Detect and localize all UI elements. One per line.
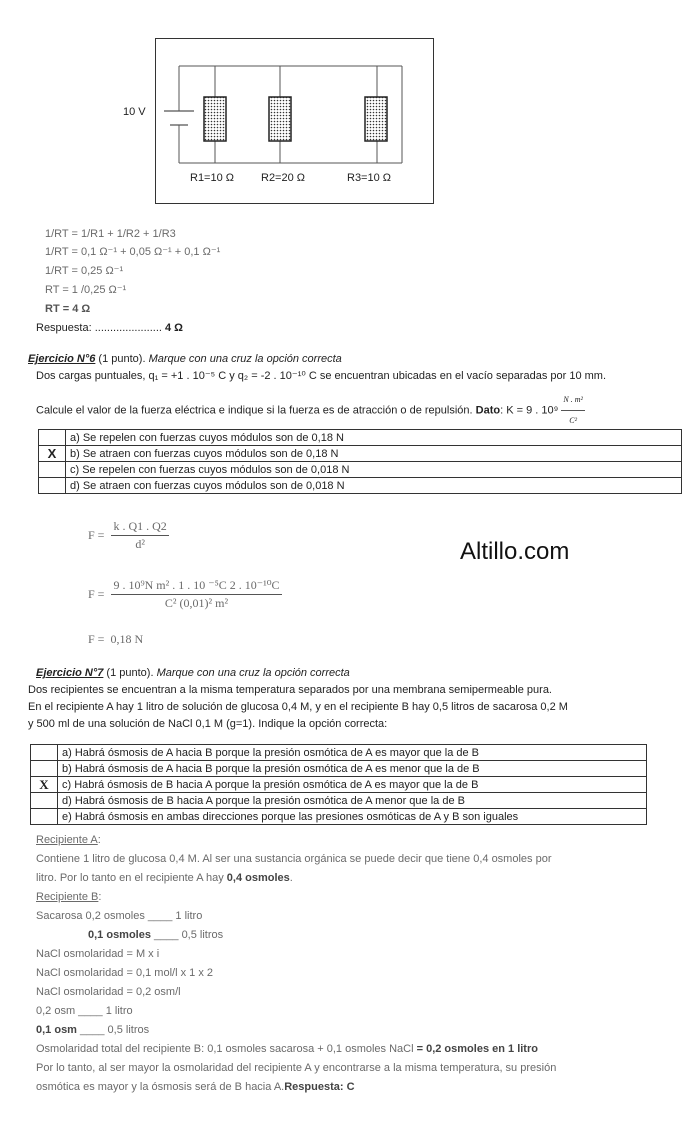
ex7-statement-2: En el recipiente A hay 1 litro de solución de glucosa 0,4 M, y en el recipiente B hay 0,5 litros de sacarosa 0,2 M <box>28 701 568 713</box>
recipiente-b-heading <box>36 889 101 905</box>
ex6-heading <box>28 351 342 367</box>
table-row[interactable] <box>31 809 647 825</box>
option-mark[interactable]: X <box>39 446 66 462</box>
option-mark[interactable]: X <box>31 777 58 793</box>
ex6-statement-2 <box>36 391 585 430</box>
recipiente-a-dot: . <box>289 872 293 884</box>
option-text: c) Se repelen con fuerzas cuyos módulos son de 0,018 N <box>66 462 682 478</box>
formula-2 <box>88 578 282 611</box>
recipiente-b-line-3: NaCl osmolaridad = M x i <box>36 948 160 960</box>
formula-2-den: C² (0,01)² m² <box>164 596 229 610</box>
ex6-options-table <box>38 429 682 494</box>
ex5-result: RT = 4 Ω <box>45 303 91 315</box>
table-row[interactable] <box>31 793 647 809</box>
option-text: b) Habrá ósmosis de A hacia B porque la presión osmótica de A es menor que la de B <box>58 761 647 777</box>
ex5-line-3: 1/RT = 0,25 Ω⁻¹ <box>45 265 124 277</box>
formula-3: F = 0,18 N <box>88 632 144 646</box>
ex6-dato-den: C² <box>569 416 578 425</box>
resistor-r2 <box>269 97 291 141</box>
recipiente-b-line-5: NaCl osmolaridad = 0,2 osm/l <box>36 986 181 998</box>
recipiente-b-colon: : <box>98 891 102 903</box>
ex6-dato-fraction <box>561 391 585 430</box>
formula-1-den: d² <box>135 537 145 551</box>
formula-1-fraction <box>111 519 168 552</box>
table-row[interactable] <box>31 745 647 761</box>
formula-1-lhs: F = <box>88 528 105 542</box>
ex7-points: (1 punto). <box>103 667 157 679</box>
option-mark[interactable] <box>39 478 66 494</box>
ex6-dato-value: : K = 9 . 10⁹ <box>500 404 559 417</box>
recipiente-b-line-7 <box>36 1022 149 1038</box>
formula-1-num: k . Q1 . Q2 <box>111 519 168 536</box>
recipiente-a-title: Recipiente A <box>36 834 98 846</box>
ex6-title: Ejercicio N°6 <box>28 353 96 365</box>
ex6-statement-1: Dos cargas puntuales, q₁ = +1 . 10⁻⁵ C y q₂ = -2 . 10⁻¹⁰ C se encuentran ubicadas en el vacío separadas por 10 mm. <box>36 370 607 382</box>
option-mark[interactable] <box>31 745 58 761</box>
ex5-answer <box>36 320 183 336</box>
ex6-dato-num: N . m² <box>561 391 585 411</box>
r2-label: R2=20 Ω <box>261 172 305 184</box>
ex5-answer-value: 4 Ω <box>165 322 183 334</box>
recipiente-b-line-2 <box>88 927 223 943</box>
formula-2-fraction <box>111 578 281 611</box>
ex6-dato-label: Dato <box>475 404 501 417</box>
recipiente-a-line-2-text: litro. Por lo tanto en el recipiente A hay <box>36 872 227 884</box>
ex5-answer-label: Respuesta: ...................... <box>36 322 162 334</box>
ex7-statement-3: y 500 ml de una solución de NaCl 0,1 M (g=1). Indique la opción correcta: <box>28 718 388 730</box>
option-text: c) Habrá ósmosis de B hacia A porque la presión osmótica de A es mayor que la de B <box>58 777 647 793</box>
recipiente-b-line-7-text: ____ 0,5 litros <box>76 1024 150 1036</box>
option-mark[interactable] <box>31 809 58 825</box>
formula-1 <box>88 519 169 552</box>
recipiente-a-line-1: Contiene 1 litro de glucosa 0,4 M. Al ser una sustancia orgánica se puede decir que tiene 0,4 osmoles por <box>36 853 552 865</box>
recipiente-a-colon: : <box>97 834 101 846</box>
recipiente-a-heading <box>36 832 101 848</box>
resistor-r3 <box>365 97 387 141</box>
option-mark[interactable] <box>39 430 66 446</box>
ex5-line-2: 1/RT = 0,1 Ω⁻¹ + 0,05 Ω⁻¹ + 0,1 Ω⁻¹ <box>45 246 221 258</box>
ex6-instruction: Marque con una cruz la opción correcta <box>148 353 342 365</box>
ex7-title: Ejercicio N°7 <box>36 667 104 679</box>
recipiente-b-line-4: NaCl osmolaridad = 0,1 mol/l x 1 x 2 <box>36 967 213 979</box>
ex5-line-4: RT = 1 /0,25 Ω⁻¹ <box>45 284 127 296</box>
conclusion-line-2-text: osmótica es mayor y la ósmosis será de B hacia A. <box>36 1081 285 1093</box>
osmolaridad-total-text: Osmolaridad total del recipiente B: 0,1 osmoles sacarosa + 0,1 osmoles NaCl <box>36 1043 417 1055</box>
option-text: d) Se atraen con fuerzas cuyos módulos son de 0,018 N <box>66 478 682 494</box>
voltage-label: 10 V <box>123 106 146 118</box>
osmolaridad-total-bold: = 0,2 osmoles en 1 litro <box>416 1043 538 1055</box>
recipiente-b-line-7-bold: 0,1 osm <box>36 1024 77 1036</box>
watermark: Altillo.com <box>460 538 570 565</box>
table-row[interactable] <box>39 478 682 494</box>
formula-2-num: 9 . 10⁹N m² . 1 . 10 ⁻⁵C 2 . 10⁻¹⁰C <box>111 578 281 595</box>
recipiente-b-line-6: 0,2 osm ____ 1 litro <box>36 1005 133 1017</box>
recipiente-a-line-2 <box>36 870 293 886</box>
table-row[interactable] <box>39 430 682 446</box>
table-row[interactable] <box>39 446 682 462</box>
table-row[interactable] <box>31 777 647 793</box>
option-mark[interactable] <box>31 793 58 809</box>
ex6-points: (1 punto). <box>95 353 149 365</box>
recipiente-b-line-1: Sacarosa 0,2 osmoles ____ 1 litro <box>36 910 203 922</box>
option-text: a) Se repelen con fuerzas cuyos módulos son de 0,18 N <box>66 430 682 446</box>
ex7-statement-1: Dos recipientes se encuentran a la misma temperatura separados por una membrana semipermeable pura. <box>28 684 552 696</box>
option-text: d) Habrá ósmosis de B hacia A porque la presión osmótica de A menor que la de B <box>58 793 647 809</box>
recipiente-b-title: Recipiente B <box>36 891 99 903</box>
osmolaridad-total <box>36 1041 538 1057</box>
resistor-r1 <box>204 97 226 141</box>
option-text: a) Habrá ósmosis de A hacia B porque la presión osmótica de A es mayor que la de B <box>58 745 647 761</box>
ex6-statement-2-text: Calcule el valor de la fuerza eléctrica e indique si la fuerza es de atracción o de repulsión. <box>36 404 473 417</box>
ex7-heading <box>36 665 350 681</box>
ex7-answer: Respuesta: C <box>284 1081 355 1093</box>
recipiente-b-line-2-bold: 0,1 osmoles <box>88 929 151 941</box>
conclusion-line-2 <box>36 1079 355 1095</box>
recipiente-b-line-2-text: ____ 0,5 litros <box>150 929 224 941</box>
ex7-instruction: Marque con una cruz la opción correcta <box>156 667 350 679</box>
option-mark[interactable] <box>31 761 58 777</box>
r3-label: R3=10 Ω <box>347 172 391 184</box>
r1-label: R1=10 Ω <box>190 172 234 184</box>
ex5-line-1: 1/RT = 1/R1 + 1/R2 + 1/R3 <box>45 228 176 240</box>
option-mark[interactable] <box>39 462 66 478</box>
table-row[interactable] <box>31 761 647 777</box>
table-row[interactable] <box>39 462 682 478</box>
circuit-figure <box>123 38 434 204</box>
option-text: e) Habrá ósmosis en ambas direcciones porque las presiones osmóticas de A y B son iguales <box>58 809 647 825</box>
recipiente-a-total: 0,4 osmoles <box>226 872 290 884</box>
ex7-options-table <box>30 744 647 825</box>
option-text: b) Se atraen con fuerzas cuyos módulos son de 0,18 N <box>66 446 682 462</box>
formula-2-lhs: F = <box>88 587 105 601</box>
conclusion-line-1: Por lo tanto, al ser mayor la osmolaridad del recipiente A y encontrarse a la misma temperatura, su presión <box>36 1062 557 1074</box>
